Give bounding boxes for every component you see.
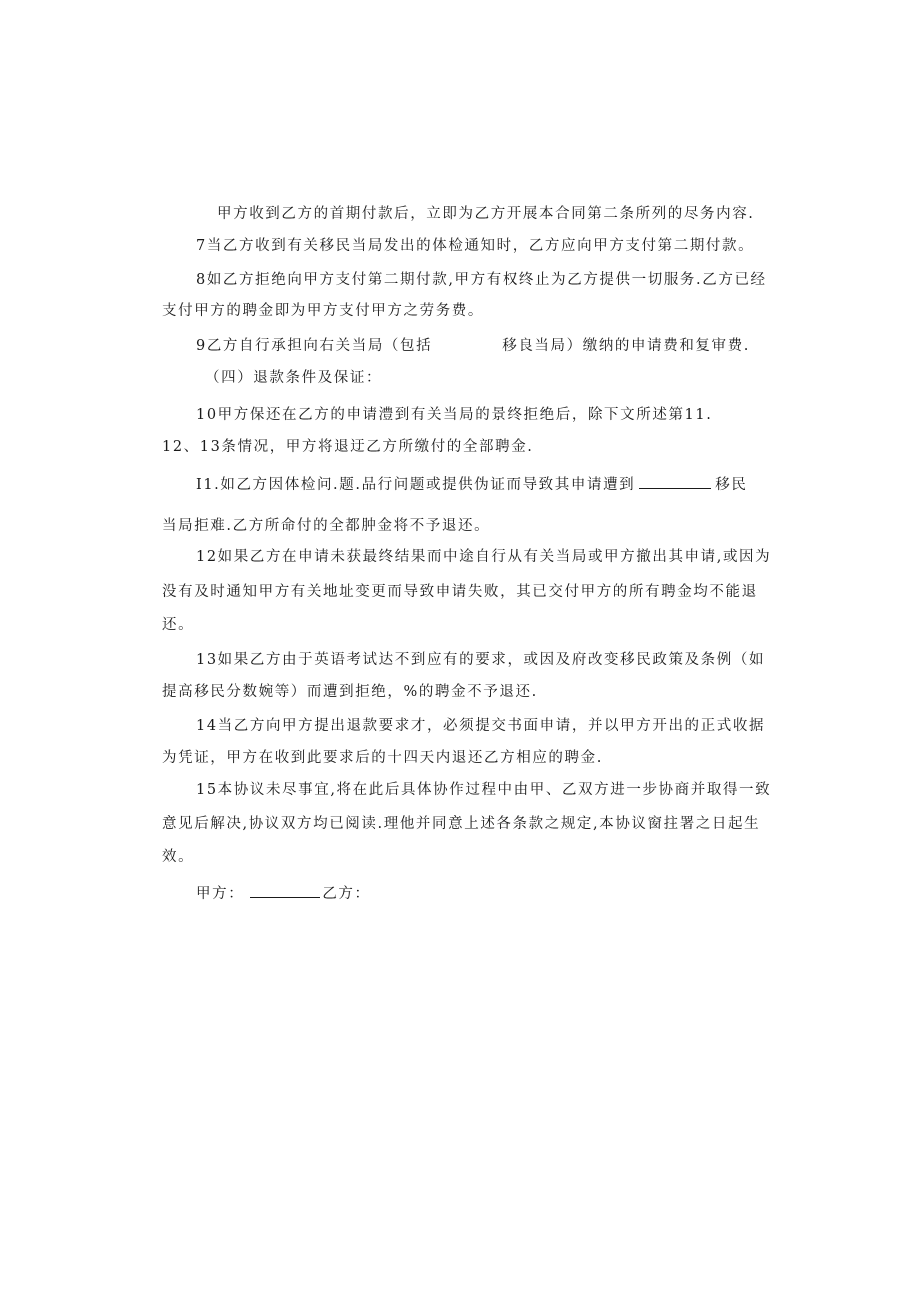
clause-15-line-3 [162, 847, 762, 867]
clause-14-line-1 [196, 716, 796, 736]
party-a-label: 甲方： [196, 886, 245, 902]
paragraph-text: 提高移民分数婉等）而遭到拒绝，%的聘金不予退还. [162, 684, 538, 700]
clause-13-line-2 [162, 682, 762, 702]
section-heading: （四）退款条件及保证： [205, 370, 383, 386]
paragraph-text: 12如果乙方在申请未获最终结果而中途自行从有关当局或甲方撤出其申请,或因为 [196, 549, 772, 565]
clause-12-line-1 [196, 547, 796, 567]
signature-blank [250, 882, 320, 898]
paragraph-text: 效。 [162, 849, 195, 865]
clause-12-line-3 [162, 615, 762, 635]
paragraph-text: 9乙方自行承担向右关当局（包括 [196, 338, 433, 354]
paragraph-text: 7当乙方收到有关移民当局发出的体检通知时，乙方应向甲方支付第二期付款。 [196, 238, 755, 254]
signature-line [196, 882, 796, 904]
clause-14-line-2 [162, 748, 762, 768]
clause-7 [196, 236, 796, 256]
paragraph-text: 当局拒难.乙方所命付的全都肿金将不予退还。 [162, 518, 491, 534]
clause-8-line-2 [162, 301, 762, 321]
clause-10-line-2 [162, 437, 762, 457]
paragraph-text: 移民 [715, 477, 748, 493]
clause-8-line-1 [196, 270, 796, 290]
paragraph-text: 支付甲方的聘金即为甲方支付甲方之劳务费。 [162, 303, 484, 319]
paragraph-text: 为凭证，甲方在收到此要求后的十四天内退还乙方相应的聘金. [162, 750, 603, 766]
clause-13-line-1 [196, 650, 796, 670]
paragraph-text: 15本协议未尽事宜,将在此后具体协作过程中由甲、乙双方进一步协商并取得一致 [196, 782, 772, 798]
party-b-label: 乙方： [322, 886, 371, 902]
clause-15-line-2 [162, 814, 762, 834]
section-heading-refund [205, 368, 805, 388]
paragraph-text: 还。 [162, 617, 195, 633]
clause-10-line-1 [196, 405, 796, 425]
paragraph-first-payment [217, 204, 817, 224]
clause-11-line-2 [162, 516, 762, 536]
paragraph-text: 移良当局）缴纳的申请费和复审费. [502, 338, 750, 354]
paragraph-text: 8如乙方拒绝向甲方支付第二期付款,甲方有权终止为乙方提供一切服务.乙方已经 [196, 272, 767, 288]
paragraph-text: 意见后解决,协议双方均已阅读.理他并同意上述各条款之规定,本协议窗拄署之日起生 [162, 816, 761, 832]
paragraph-text: 13如果乙方由于英语考试达不到应有的要求，或因及府改变移民政策及条例（如 [196, 652, 766, 668]
paragraph-text: 甲方收到乙方的首期付款后，立即为乙方开展本合同第二条所列的尽务内容. [217, 206, 755, 222]
fill-in-blank [639, 473, 711, 489]
paragraph-text: I1.如乙方因体检问.题.品行问题或提供伪证而导致其申请遭到 [196, 477, 636, 493]
clause-9 [196, 336, 796, 356]
paragraph-text: 没有及时通知甲方有关地址变更而导致申请失败，其已交付甲方的所有聘金均不能退 [162, 584, 758, 600]
clause-11-line-1 [196, 473, 796, 495]
paragraph-text: 14当乙方向甲方提出退款要求才，必须提交书面申请，并以甲方开出的正式收据 [196, 718, 766, 734]
clause-15-line-1 [196, 780, 796, 800]
paragraph-text: 12、13条情况，甲方将退迂乙方所缴付的全部聘金. [162, 439, 534, 455]
paragraph-text: 10甲方保还在乙方的申请澧到有关当局的景终拒绝后，除下文所述第11. [196, 407, 713, 423]
clause-12-line-2 [162, 582, 762, 602]
